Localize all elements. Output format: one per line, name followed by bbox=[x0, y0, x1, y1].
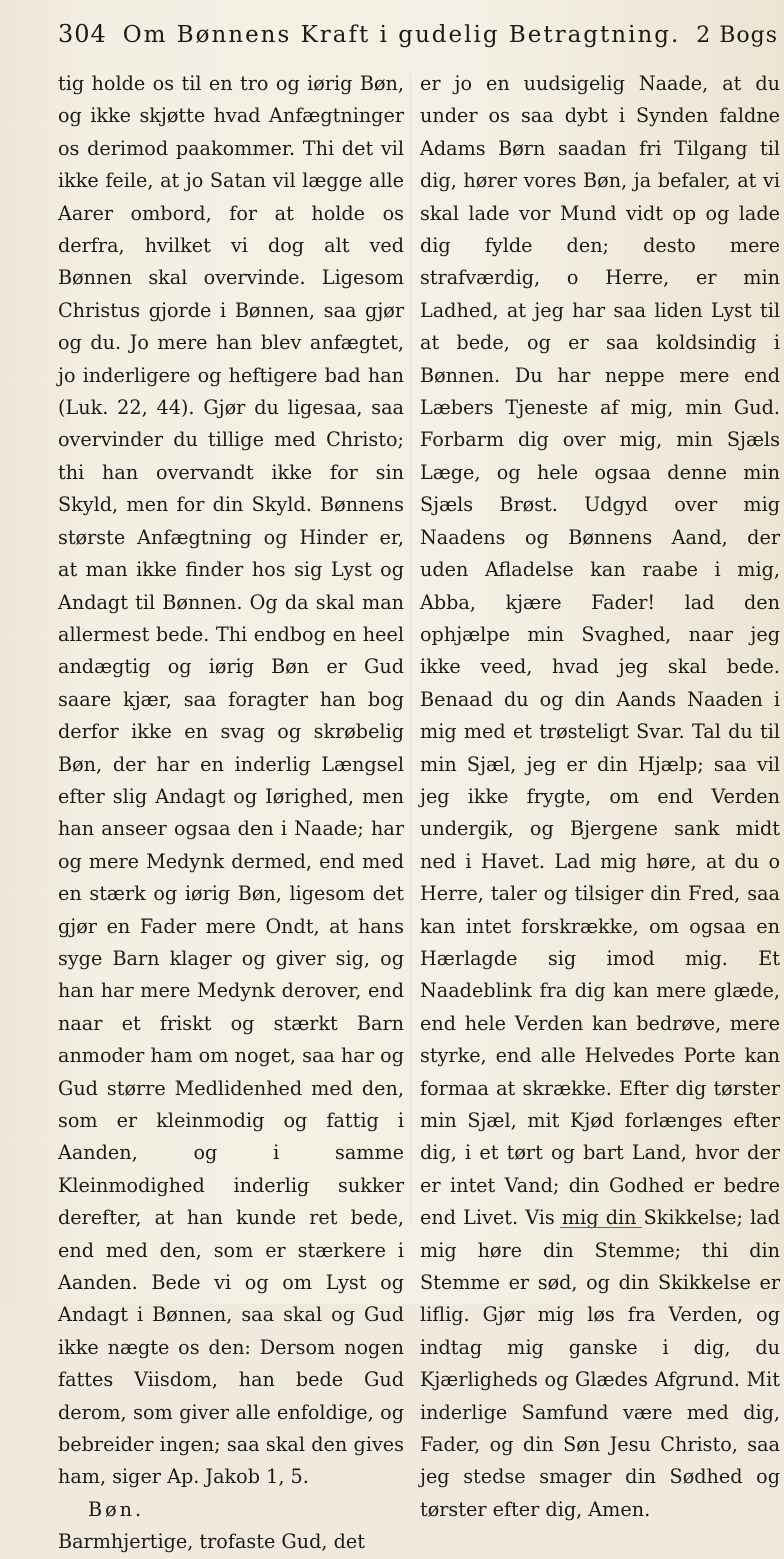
left-column bbox=[58, 68, 404, 1559]
body-paragraph: tig holde os til en tro og iørig Bøn, og ikke skjøtte hvad Anfægtninger os derimod paakommer. Thi det vil ikke feile, at jo Satan vil lægge alle Aarer ombord, for at holde os derfra, hvilket vi dog alt ved Bønnen skal overvinde. Ligesom Christus gjorde i Bønnen, saa gjør og du. Jo mere han blev anfægtet, jo inderligere og heftigere bad han (Luk. 22, 44). Gjør du ligesaa, saa overvinder du tillige med Christo; thi han overvandt ikke for sin Skyld, men for din Skyld. Bønnens største Anfægtning og Hinder er, at man ikke finder hos sig Lyst og Andagt til Bønnen. Og da skal man allermest bede. Thi endbog en heel andægtig og iørig Bøn er Gud saare kjær, saa foragter han bog derfor ikke en svag og skrøbelig Bøn, der har en inderlig Længsel efter slig Andagt og Iørighed, men han anseer ogsaa den i Naade; har og mere Medynk dermed, end med en stærk og iørig Bøn, ligesom det gjør en Fader mere Ondt, at hans syge Barn klager og giver sig, og han har mere Medynk derover, end naar et friskt og stærkt Barn anmoder ham om noget, saa har og Gud større Medlidenhed med den, som er kleinmodig og fattig i Aanden, og i samme Kleinmodighed inderlig sukker derefter, at han kunde ret bede, end med den, som er stærkere i Aanden. Bede vi og om Lyst og Andagt i Bønnen, saa skal og Gud ikke nægte os den: Dersom nogen fattes Viisdom, han bede Gud derom, som giver alle enfoldige, og bebreider ingen; saa skal den gives ham, siger Ap. Jakob 1, 5. bbox=[58, 72, 404, 1489]
right-column bbox=[420, 68, 780, 1526]
section-heading: Bøn. bbox=[88, 1497, 145, 1521]
end-rule bbox=[560, 1227, 642, 1228]
page-number: 304 bbox=[58, 20, 107, 48]
running-header bbox=[58, 20, 778, 56]
running-title: Om Bønnens Kraft i gudelig Betragtning. bbox=[122, 22, 681, 48]
body-paragraph: Barmhjertige, trofaste Gud, det bbox=[58, 1530, 365, 1554]
book-marker: 2 Bogs bbox=[696, 23, 778, 48]
column-gutter bbox=[410, 75, 411, 1225]
prayer-paragraph: er jo en uudsigelig Naade, at du under os saa dybt i Synden faldne Adams Børn saadan fri Tilgang til dig, hører vores Bøn, ja befaler, at vi skal lade vor Mund vidt op og lade dig fylde den; desto mere strafværdig, o Herre, er min Ladhed, at jeg har saa liden Lyst til at bede, og er saa koldsindig i Bønnen. Du har neppe mere end Læbers Tjeneste af mig, min Gud. Forbarm dig over mig, min Sjæls Læge, og hele ogsaa denne min Sjæls Brøst. Udgyd over mig Naadens og Bønnens Aand, der uden Afladelse kan raabe i mig, Abba, kjære Fader! lad den ophjælpe min Svaghed, naar jeg ikke veed, hvad jeg skal bede. Benaad du og din Aands Naaden i mig med et trøsteligt Svar. Tal du til min Sjæl, jeg er din Hjælp; saa vil jeg ikke frygte, om end Verden undergik, og Bjergene sank midt ned i Havet. Lad mig høre, at du o Herre, taler og tilsiger din Fred, saa kan intet forskrække, om ogsaa en Hærlagde sig imod mig. Et Naadeblink fra dig kan mere glæde, end hele Verden kan bedrøve, mere styrke, end alle Helvedes Porte kan formaa at skrække. Efter dig tørster min Sjæl, mit Kjød forlænges efter dig, i et tørt og bart Land, hvor der er intet Vand; din Godhed er bedre end Livet. Vis mig din Skikkelse; lad mig høre din Stemme; thi din Stemme er sød, og din Skikkelse er liflig. Gjør mig løs fra Verden, og indtag mig ganske i dig, du Kjærligheds og Glædes Afgrund. Mit inderlige Samfund være med dig, Fader, og din Søn Jesu Christo, saa jeg stedse smager din Sødhed og tørster efter dig, Amen. bbox=[420, 72, 780, 1521]
